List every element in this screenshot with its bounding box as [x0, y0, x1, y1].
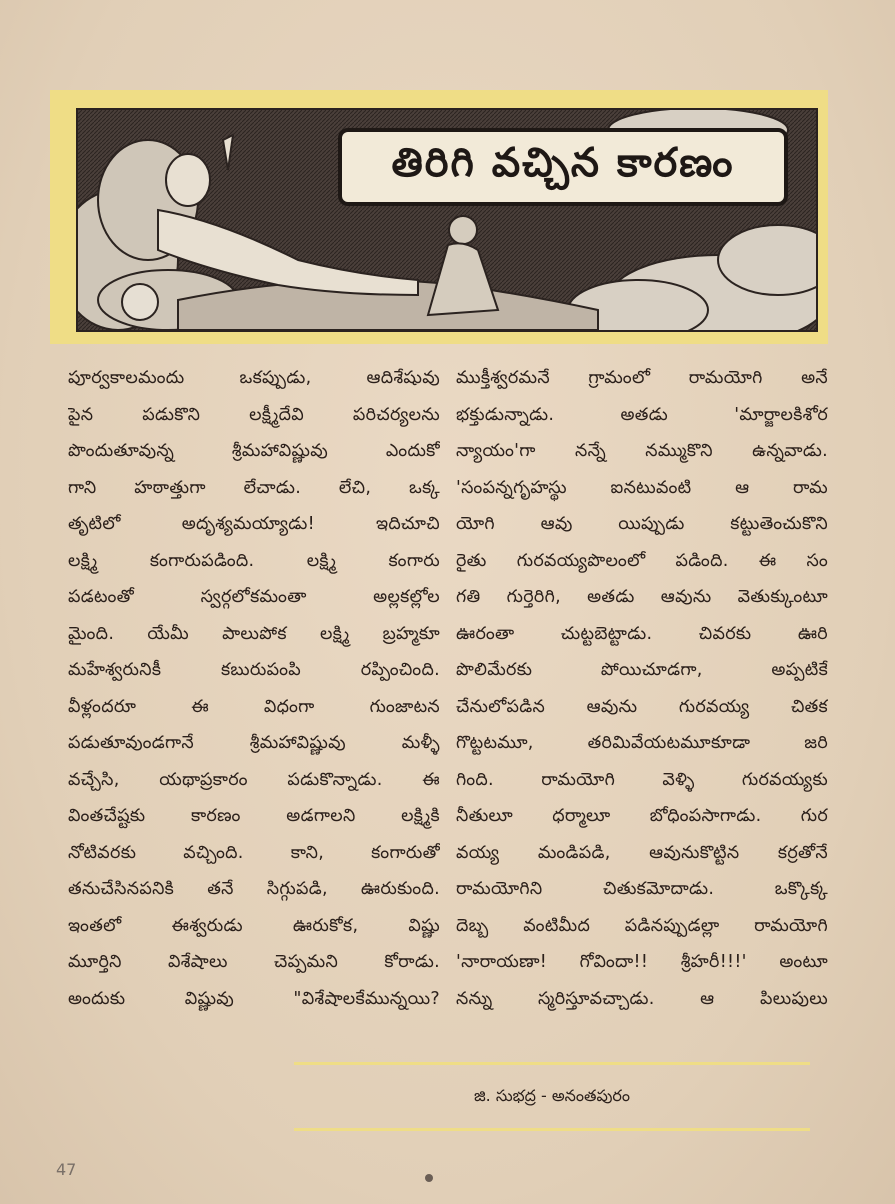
text-line: ఇంతలో ఈశ్వరుడు ఊరుకోక, విష్ణు — [68, 915, 440, 936]
text-line: నోటివరకు వచ్చింది. కాని, కంగారుతో — [68, 842, 440, 863]
text-line: తనుచేసినపనికి తనే సిగ్గుపడి, ఊరుకుంది. — [68, 879, 440, 899]
right-column — [456, 360, 828, 1017]
text-line: లక్ష్మి కంగారుపడింది. లక్ష్మి కంగారు — [68, 550, 440, 571]
text-line: న్యాయం'గా నన్నే నమ్ముకొని ఉన్నవాడు. — [456, 441, 828, 461]
body-columns — [68, 360, 828, 1050]
text-line: భక్తుడున్నాడు. అతడు 'మార్జాలకిశోర — [456, 404, 828, 425]
text-line: పడుతూవుండగానే శ్రీమహావిష్ణువు మళ్ళీ — [68, 733, 440, 753]
page-number: 47 — [56, 1160, 77, 1179]
text-line: ఊరంతా చుట్టబెట్టాడు. చివరకు ఊరి — [456, 623, 828, 644]
text-line: 'నారాయణా! గోవిందా!! శ్రీహరీ!!!' అంటూ — [456, 952, 828, 972]
text-line: వచ్చేసి, యథాప్రకారం పడుకొన్నాడు. ఈ — [68, 769, 440, 790]
author-byline: జి. సుభద్ర - అనంతపురం — [473, 1086, 631, 1105]
text-line: పొలిమేరకు పోయిచూడగా, అప్పటికే — [456, 660, 828, 680]
text-line: పూర్వకాలమందు ఒకప్పుడు, ఆదిశేషువు — [68, 368, 440, 388]
text-line: గింది. రామయోగి వెళ్ళి గురవయ్యకు — [456, 769, 828, 790]
text-line: చేనులోపడిన ఆవును గురవయ్య చితక — [456, 696, 828, 717]
text-line: గొట్టటమూ, తరిమివేయటమూకూడా జరి — [456, 733, 828, 753]
text-line: తృటిలో అదృశ్యమయ్యాడు! ఇదిచూచి — [68, 514, 440, 534]
text-line: వీళ్లందరూ ఈ విధంగా గుంజాటన — [68, 696, 440, 717]
title-box — [338, 128, 788, 206]
text-line: వయ్య మండిపడి, ఆవునుకొట్టిన కర్రతోనే — [456, 842, 828, 863]
byline-rule-top — [294, 1062, 810, 1065]
text-line: ముక్తీశ్వరమనే గ్రామంలో రామయోగి అనే — [456, 368, 828, 388]
left-column — [68, 360, 440, 1017]
text-line: పడటంతో స్వర్గలోకమంతా అల్లకల్లోల — [68, 587, 440, 607]
text-line: నీతులూ ధర్మాలూ బోధింపసాగాడు. గుర — [456, 806, 828, 826]
text-line: రైతు గురవయ్యపొలంలో పడింది. ఈ సం — [456, 550, 828, 571]
text-line: నన్ను స్మరిస్తూవచ్చాడు. ఆ పిలుపులు — [456, 988, 828, 1009]
text-line: యోగి ఆవు యిప్పుడు కట్టుతెంచుకొని — [456, 514, 828, 534]
text-line: వింతచేష్టకు కారణం అడగాలని లక్ష్మికి — [68, 806, 440, 826]
text-line: మహేశ్వరునికీ కబురుపంపి రప్పించింది. — [68, 660, 440, 680]
text-line: పైన పడుకొని లక్ష్మీదేవి పరిచర్యలను — [68, 404, 440, 425]
text-line: అందుకు విష్ణువు "విశేషాలకేమున్నయి? — [68, 988, 440, 1009]
text-line: పొందుతూవున్న శ్రీమహావిష్ణువు ఎందుకో — [68, 441, 440, 461]
text-line: మూర్తిని విశేషాలు చెప్పమని కోరాడు. — [68, 952, 440, 972]
text-line: దెబ్బ వంటిమీద పడినప్పుడల్లా రామయోగి — [456, 915, 828, 936]
print-dot — [425, 1174, 433, 1182]
byline-rule-bottom — [294, 1128, 810, 1131]
text-line: గాని హఠాత్తుగా లేచాడు. లేచి, ఒక్క — [68, 477, 440, 498]
text-line: రామయోగిని చితుకమోదాడు. ఒక్కొక్క — [456, 879, 828, 899]
text-line: గతి గుర్తెరిగి, అతడు ఆవును వెతుక్కుంటూ — [456, 587, 828, 607]
text-line: 'సంపన్నగృహస్థు ఐనటువంటి ఆ రామ — [456, 477, 828, 498]
story-title: తిరిగి వచ్చిన కారణం — [391, 138, 735, 186]
text-line: మైంది. యేమీ పాలుపోక లక్ష్మి బ్రహ్మకూ — [68, 623, 440, 644]
